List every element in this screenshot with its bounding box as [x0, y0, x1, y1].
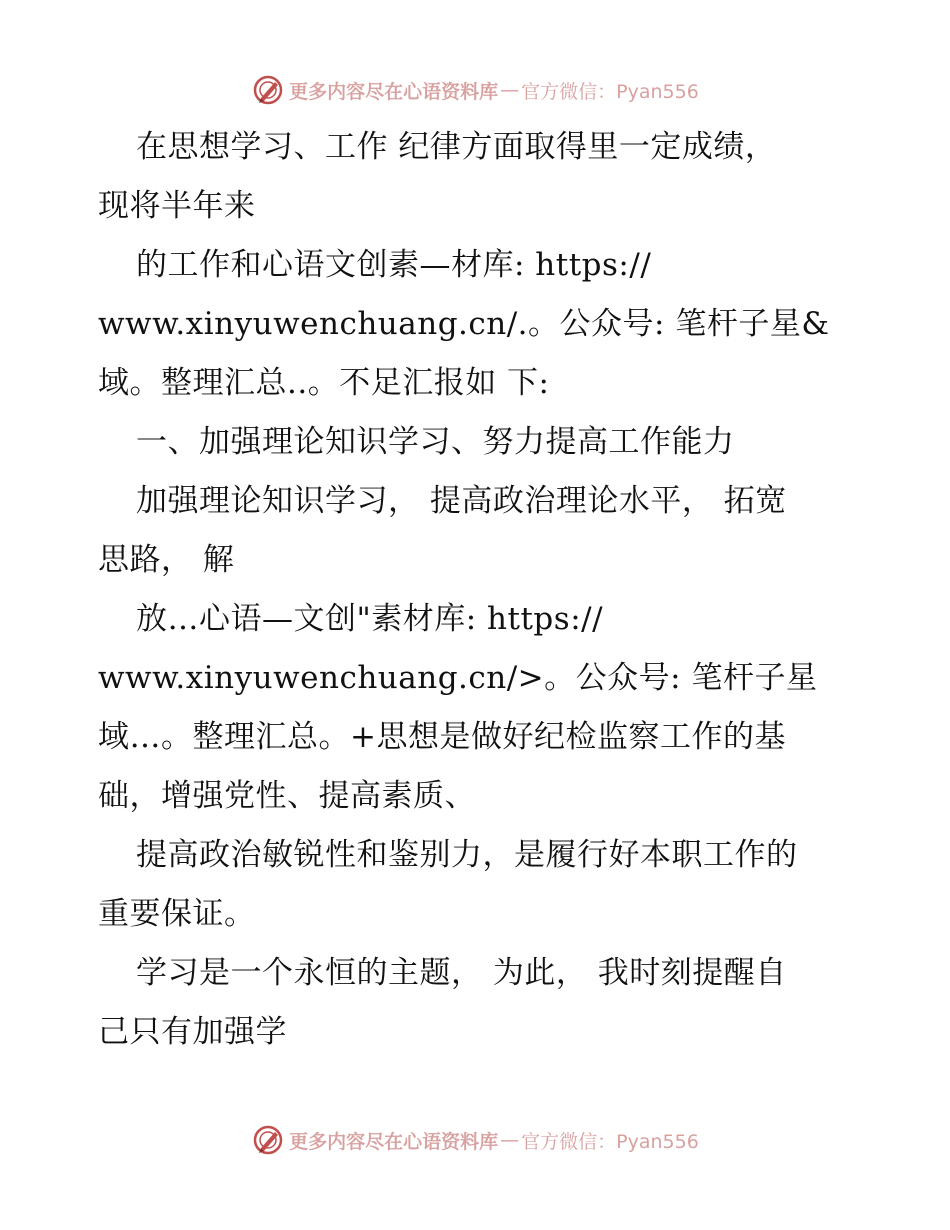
body-line: 域。整理汇总..。不足汇报如 下: — [98, 365, 550, 401]
footer-banner-dash: — — [500, 1129, 520, 1151]
body-line: 础，增强党性、提高素质、 — [98, 778, 476, 814]
header-banner-dash: — — [500, 79, 520, 101]
body-line: 提高政治敏锐性和鉴别力，是履行好本职工作的 — [136, 837, 798, 873]
body-line: 放…心语—文创"素材库: https:// — [136, 601, 604, 637]
footer-banner-wechat: 官方微信：Pyan556 — [521, 1130, 699, 1153]
body-line: www.xinyuwenchuang.cn/>。公众号: 笔杆子星 — [98, 660, 818, 696]
pen-logo-icon — [251, 73, 285, 107]
body-line: 现将半年来 — [98, 188, 256, 224]
body-line: 思路， 解 — [98, 542, 235, 578]
body-line: 域…。整理汇总。+思想是做好纪检监察工作的基 — [98, 719, 786, 755]
body-line: 在思想学习、工作 纪律方面取得里一定成绩， — [136, 129, 777, 165]
body-line: 的工作和心语文创素—材库: https:// — [136, 247, 652, 283]
footer-banner-text: 更多内容尽在心语资料库 — [289, 1130, 499, 1153]
header-banner-wechat: 官方微信：Pyan556 — [521, 80, 699, 103]
body-line: 学习是一个永恒的主题， 为此， 我时刻提醒自 — [136, 955, 787, 991]
footer-watermark-banner — [0, 1120, 950, 1160]
header-watermark-banner — [0, 70, 950, 110]
pen-logo-icon — [251, 1123, 285, 1157]
body-line: 重要保证。 — [98, 896, 256, 932]
body-line: 己只有加强学 — [98, 1014, 287, 1050]
document-body — [98, 118, 858, 1062]
body-line: 加强理论知识学习， 提高政治理论水平， 拓宽 — [136, 483, 787, 519]
body-line: www.xinyuwenchuang.cn/.。公众号: 笔杆子星& — [98, 306, 830, 342]
section-heading: 一、加强理论知识学习、努力提高工作能力 — [136, 424, 735, 460]
header-banner-text: 更多内容尽在心语资料库 — [289, 80, 499, 103]
